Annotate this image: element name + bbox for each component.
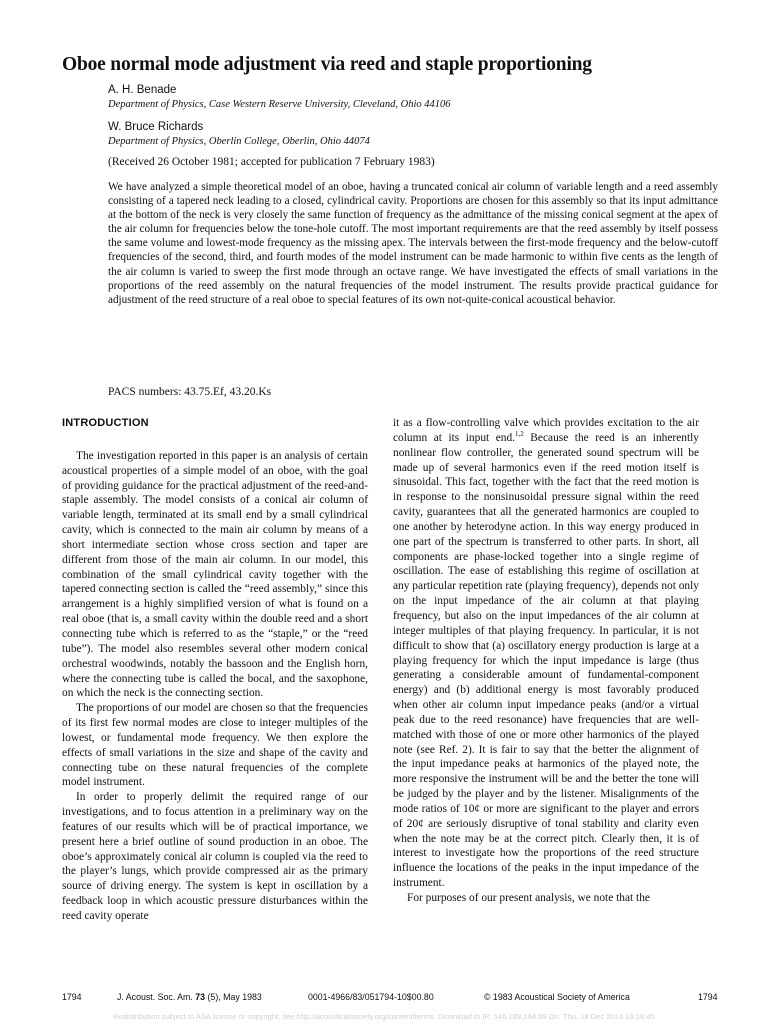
paper-title: Oboe normal mode adjustment via reed and staple proportioning bbox=[62, 54, 592, 75]
page-number: 1794 bbox=[62, 992, 82, 1002]
redistribution-notice: Redistribution subject to ASA license or copyright; see http://acousticalsociety.org/content/terms. Download to IP: 146.189.194.69 On: Thu, 18 Dec 2014 19:16:45 bbox=[113, 1012, 655, 1021]
article-code: 0001-4966/83/051794-10$00.80 bbox=[308, 992, 434, 1002]
author-affiliation: Department of Physics, Case Western Reserve University, Cleveland, Ohio 44106 bbox=[108, 99, 451, 110]
paragraph-text: Because the reed is an inherently nonlinear flow controller, the generated sound spectrum will be made up of several harmonics even if the reed motion itself is sinusoidal. This fact, together with the fact that the reed motion is in response to the nonsinusoidal pressure signal within the reed cavity, guarantees that all the generated harmonics are coupled to one another by heterodyne action. In this way energy produced in one part of the spectrum is transferred to other parts. In short, all components are phase-locked together into a single regime of oscillation. The ease of establishing this regime of oscillation at any particular repetition rate (playing frequency), depends not only on the input impedance of the air column at that playing frequency, but also on the input impedances of the air column at integer multiples of that playing frequency. In particular, it is not difficult to show that (a) oscillatory energy production is large at a playing frequency for which the input impedance is large (thus generating a considerable amount of fundamental-component energy) and (b) additional energy is most favorably produced when other air column input impedance peaks (and/or a virtual peak due to the reed resonance) have frequencies that are well-matched with those of one or more other harmonics of the played note (see Ref. 2). It is fair to say that the better the alignment of the input impedance peaks at harmonics of the played note, the more responsive the instrument will be and the better the tone will be judged by the player and by the listener. Misalignments of the mode ratios of 10¢ or more are significant to the player and errors of 20¢ are seriously disruptive of tonal stability and clarity even when the note may be at the correct pitch. Clearly then, it is of interest to investigate how the proportions of the reed structure influence the locations of the peaks in the input impedance of the instrument. bbox=[393, 431, 699, 890]
abstract: We have analyzed a simple theoretical model of an oboe, having a truncated conical air column of variable length and a reed assembly consisting of a tapered neck leading to a closed, cylindrical cavity. Proportions are chosen for this assembly so that its input admittance at the bottom of the neck is very closely the same function of frequency as the admittance of the missing conical segment at the apex of the air column for frequencies below the tone-hole cutoff. The most important requirements are that the reed assembly by itself possess the same volume and lowest-mode frequency as the missing apex. The intervals between the first-mode frequency and the below-cutoff frequencies of the second, third, and fourth modes of the model instrument can be made harmonic to within five cents as the length of the air column is varied to sweep the first mode through an octave range. We have investigated the effects of small variations in the proportions of the reed assembly on the natural frequencies of the model instrument. The results provide practical guidance for adjustment of the reed structure of a real oboe to special features of its own not-quite-conical acoustical behavior. bbox=[108, 181, 718, 306]
body-paragraph: In order to properly delimit the required range of our investigations, and to focus attention in a preliminary way on the features of our results which will be of practical importance, we present here a brief outline of sound production in an oboe. The oboe’s approximately conical air column is coupled via the reed to the player’s lungs, which provide compressed air as the primary source of driving energy. The system is kept in oscillation by a feedback loop in which acoustic pressure disturbances within the reed cavity operate bbox=[62, 791, 368, 922]
section-heading: INTRODUCTION bbox=[62, 417, 149, 429]
reference-marker: 1,2 bbox=[515, 430, 524, 439]
left-column bbox=[62, 416, 368, 924]
paragraph-text: it as a flow-controlling valve which provides excitation to the air column at its input end. bbox=[393, 417, 699, 444]
journal-name: J. Acoust. Soc. Am. bbox=[117, 992, 193, 1002]
author-name: A. H. Benade bbox=[108, 84, 177, 96]
journal-issue: (5), May 1983 bbox=[207, 992, 262, 1002]
journal-citation bbox=[117, 992, 262, 1002]
body-paragraph: For purposes of our present analysis, we note that the bbox=[407, 892, 650, 904]
copyright-notice: © 1983 Acoustical Society of America bbox=[484, 992, 630, 1002]
body-paragraph: The investigation reported in this paper is an analysis of certain acoustical properties of a simple model of an oboe, with the goal of providing guidance for the practical adjustment of the reed-and-staple assembly. The model consists of a conical air column of variable length, terminated at its small end by a small cylindrical cavity, which is connected to the main air column by means of a short intermediate section whose cross section and taper are different from those of the main air column. In our model, this combination of the small cylindrical cavity together with the tapered connecting section is called the “reed assembly,” since this arrangement is a highly simplified version of what is found on a real oboe (that is, a small cavity within the double reed and a short connecting tube which is referred to as the “staple,” or the “reed tube”). The model also resembles several other modern conical orchestral woodwinds, notably the bassoon and the English horn, where the connecting tube is called the bocal, and the saxophone, on which the neck is the connecting section. bbox=[62, 449, 368, 700]
received-date: (Received 26 October 1981; accepted for publication 7 February 1983) bbox=[108, 156, 435, 168]
author-name: W. Bruce Richards bbox=[108, 121, 204, 133]
author-affiliation: Department of Physics, Oberlin College, Oberlin, Ohio 44074 bbox=[108, 136, 370, 147]
journal-volume: 73 bbox=[195, 992, 206, 1002]
right-column bbox=[393, 416, 699, 906]
pacs-numbers: PACS numbers: 43.75.Ef, 43.20.Ks bbox=[108, 386, 272, 398]
body-paragraph bbox=[393, 416, 699, 891]
page-number: 1794 bbox=[698, 992, 718, 1002]
body-paragraph: The proportions of our model are chosen so that the frequencies of its first few normal modes are close to integer multiples of the lowest, or fundamental mode frequency. We then explore the effects of small variations in the size and shape of the cavity and connecting tube on these natural frequencies of the complete model instrument. bbox=[62, 702, 368, 789]
